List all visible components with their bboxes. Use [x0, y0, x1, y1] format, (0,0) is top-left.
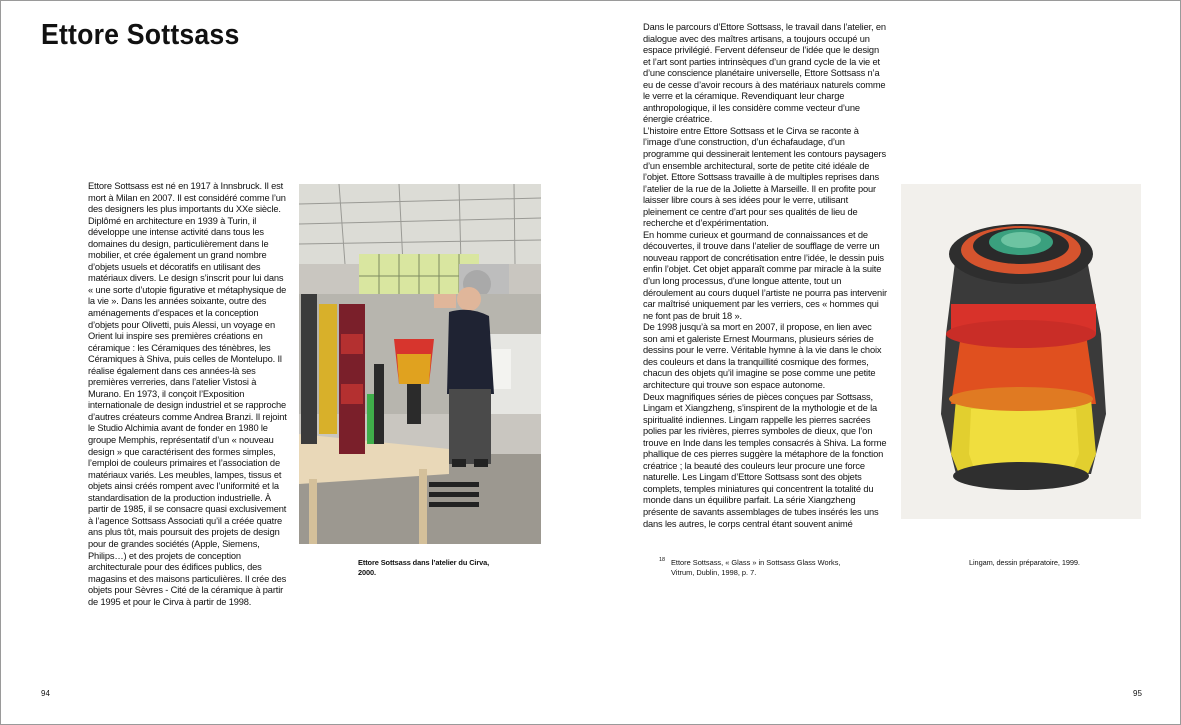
page-title: Ettore Sottsass [41, 19, 240, 51]
footnote-text: Ettore Sottsass, « Glass » in Sottsass Glass Works, Vitrum, Dublin, 1998, p. 7. [671, 558, 841, 577]
atelier-photo-image [299, 184, 541, 544]
lingam-drawing [901, 184, 1141, 519]
drawing-caption: Lingam, dessin préparatoire, 1999. [969, 558, 1080, 567]
right-paragraph: L’histoire entre Ettore Sottsass et le Cirva se raconte à l’image d’une construction, d’un échafaudage, d’un programme qui dessinerait lentement les contours paysagers d’un ensemble architectural, sorte de petite cité idéale de l’objet. Ettore Sottsass travaille à de multiples reprises dans l’atelier de la rue de la Joliette à Marseille. Il en profite pour laisser libre cours à ses idées pour le verre, utilisant pleinement ce centre d’art pour ses qualités de lieu de recherche et d’expérimentation. [643, 125, 886, 229]
right-body-text [643, 22, 887, 530]
right-paragraph: Dans le parcours d’Ettore Sottsass, le travail dans l’atelier, en dialogue avec des maîtres artisans, a toujours occupé un espace privilégié. Fervent défenseur de l’idée que le design et l’art sont parties intrinsèques d’un grand cycle de la vie et d’une conscience planétaire universelle, Ettore Sottsass n’a eu de cesse d’avoir recours à des matériaux naturels comme le verre et la céramique. Revendiquant leur charge anthropologique, il les considère comme vecteur d’une énergie créatrice. [643, 22, 886, 125]
right-paragraph: En homme curieux et gourmand de connaissances et de découvertes, il trouve dans l’atelier de soufflage de verre un nouveau rapport de concrétisation entre l’idée, le dessin puis enfin l’objet. Cet objet apparaît comme par miracle à la suite d’un long processus, d’une longue attente, tout un déroulement au cours duquel l’artiste ne pourra pas intervenir car maîtrisé uniquement par les verriers, ces « hommes qui ne font pas de bruit 18 ». [643, 229, 887, 321]
lingam-drawing-image [901, 184, 1141, 519]
page-number-left: 94 [41, 689, 50, 698]
atelier-photo [299, 184, 541, 544]
left-paragraph: Ettore Sottsass est né en 1917 à Innsbruck. Il est mort à Milan en 2007. Il est considéré comme l’un des designers les plus importants du XXe siècle. Diplômé en architecture en 1939 à Turin, il développe une intense activité dans tous les domaines du design, particulièrement dans le mobilier, et crée également un grand nombre d’objets usuels et décoratifs en utilisant des matériaux divers. Le design s’inscrit pour lui dans « une sorte d’utopie figurative et métaphysique de la vie ». Dans les années soixante, outre des aménagements d’espaces et la conception d’objets pour Olivetti, puis Alessi, un voyage en Orient lui inspire ses premières créations en céramique : les Céramiques des ténèbres, les Céramiques à Shiva, puis celles de Montelupo. Il réalise également dans ces années-là ses premières verreries, dans l’atelier Vistosi à Murano. En 1973, il conçoit l’Exposition internationale de design industriel et se rapproche d’autres créateurs comme Andrea Branzi. Il rejoint le Studio Alchimia avant de fonder en 1980 le groupe Memphis, représentatif d’un « nouveau design » que caractérisent des formes simples, l’emploi de couleurs primaires et l’association de matériaux variés. Les meubles, lampes, tissus et objets ainsi créés rompent avec l’uniformité et la standardisation de la production industrielle. À partir de 1985, il se consacre quasi exclusivement à l’agence Sottsass Associati qu’il a créée quatre ans plus tôt, mais poursuit des projets de design pour de grandes sociétés (Apple, Siemens, Philips…) et des projets de conception architecturale pour des édifices publics, des magasins et des maisons particulières. Il crée des objets pour Sèvres - Cité de la céramique à partir de 1995 et pour le Cirva à partir de 1998. [88, 181, 287, 607]
page-number-right: 95 [1133, 689, 1142, 698]
photo-caption: Ettore Sottsass dans l’atelier du Cirva, 2000. [358, 558, 490, 577]
right-paragraph: De 1998 jusqu’à sa mort en 2007, il propose, en lien avec son ami et galeriste Ernest Mourmans, plusieurs séries de dessins pour le verre. Véritable hymne à la vie dans le choix des couleurs et dans la tranquillité cosmique des formes, chacun des objets qu’il imagine se pose comme une petite architecture qui trouve son espace autonome. [643, 322, 882, 390]
footnote-mark: 18 [659, 557, 666, 563]
right-paragraph: Deux magnifiques séries de pièces conçues par Sottsass, Lingam et Xiangzheng, s’inspirent de la mythologie et de la spiritualité indiennes. Lingam rappelle les pierres sacrées polies par les rivières, pierres symboles de dieux, que l’on trouve en Inde dans les temples consacrés à Shiva. La forme phallique de ces pierres suggère la métaphore de la fonction créatrice ; la beauté des couleurs leur procure une force naturelle. Les Lingam d’Ettore Sottsass sont des objets complets, temples miniatures qui concentrent la totalité du monde dans un équilibre parfait. La série Xiangzheng présente de savants assemblages de tubes insérés les uns dans les autres, le corps central étant souvent animé [643, 391, 887, 529]
footnote [659, 557, 851, 577]
left-body-text [88, 181, 288, 608]
